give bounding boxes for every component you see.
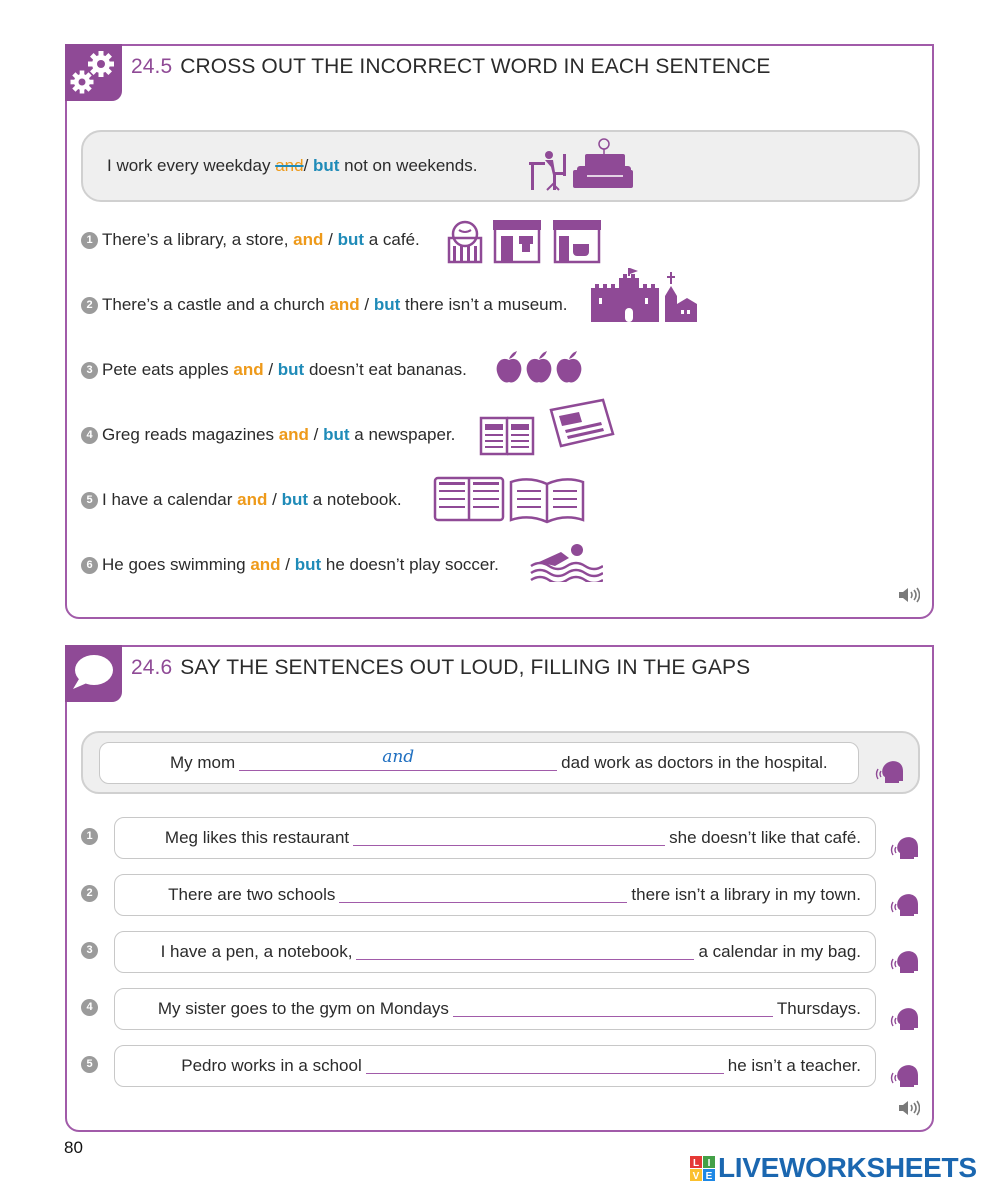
sentence-item-4: 4 Greg reads magazines and / but a newspaper. <box>81 425 455 445</box>
sentence-bubble-4: My sister goes to the gym on Mondays Thursdays. <box>114 988 876 1030</box>
exercise-heading <box>131 656 750 680</box>
calendar-and-notebook-icon <box>433 474 585 524</box>
option-but[interactable]: but <box>281 490 308 509</box>
sentence-bubble-1: Meg likes this restaurant she doesn’t like that café. <box>114 817 876 859</box>
item-number-badge: 6 <box>81 557 98 574</box>
exercise-number: 24.6 <box>131 656 173 679</box>
gears-icon <box>65 44 122 101</box>
exercise-heading <box>131 55 771 79</box>
example-answer-gap <box>239 747 557 771</box>
item-number-badge: 4 <box>81 427 98 444</box>
sentence-item-1: 1 There’s a library, a store, and / but a café. <box>81 230 420 250</box>
example-answer: and <box>382 747 415 767</box>
sentence-item-3: 3 Pete eats apples and / but doesn’t eat bananas. <box>81 360 467 380</box>
crossed-out-word: and <box>275 156 304 175</box>
answer-gap[interactable] <box>356 946 694 960</box>
item-number-badge: 1 <box>81 828 98 845</box>
castle-and-church-icon <box>589 268 699 322</box>
option-but[interactable]: but <box>294 555 322 574</box>
swimmer-icon <box>529 540 603 582</box>
page-number: 80 <box>64 1138 83 1157</box>
sentence-item-5: 5 I have a calendar and / but a notebook. <box>81 490 402 510</box>
speaking-head-icon <box>875 759 905 785</box>
speaking-head-icon <box>890 892 920 918</box>
sentence-bubble-3: I have a pen, a notebook, a calendar in my bag. <box>114 931 876 973</box>
svg-text:I: I <box>707 1158 711 1169</box>
answer-gap[interactable] <box>366 1060 724 1074</box>
option-and[interactable]: and <box>293 230 324 249</box>
item-number-badge: 3 <box>81 942 98 959</box>
brand-name: LIVEWORKSHEETS <box>718 1152 977 1183</box>
speaking-head-icon <box>890 835 920 861</box>
exercise-title: SAY THE SENTENCES OUT LOUD, FILLING IN THE GAPS <box>180 656 751 679</box>
option-and[interactable]: and <box>250 555 281 574</box>
exercise-title: CROSS OUT THE INCORRECT WORD IN EACH SENTENCE <box>180 55 771 78</box>
option-and[interactable]: and <box>233 360 264 379</box>
library-store-cafe-icon <box>445 216 601 264</box>
exercise-24-6-panel <box>65 645 934 1132</box>
item-number-badge: 5 <box>81 492 98 509</box>
magazine-and-newspaper-icon <box>477 398 617 460</box>
option-and[interactable]: and <box>278 425 309 444</box>
speech-bubble-icon <box>65 645 122 702</box>
example-speech-bubble: My mom and dad work as doctors in the hospital. <box>99 742 859 784</box>
exercise-number: 24.5 <box>131 55 173 78</box>
item-number-badge: 5 <box>81 1056 98 1073</box>
sentence-bubble-5: Pedro works in a school he isn’t a teacher. <box>114 1045 876 1087</box>
answer-gap[interactable] <box>339 889 627 903</box>
audio-speaker-icon[interactable] <box>898 1099 920 1117</box>
item-number-badge: 2 <box>81 885 98 902</box>
option-but[interactable]: but <box>337 230 365 249</box>
svg-text:L: L <box>692 1158 700 1169</box>
option-and[interactable]: and <box>329 295 360 314</box>
svg-text:E: E <box>705 1171 713 1182</box>
sentence-bubble-2: There are two schools there isn’t a library in my town. <box>114 874 876 916</box>
exercise-24-5-panel <box>65 44 934 619</box>
audio-speaker-icon[interactable] <box>898 586 920 604</box>
speaking-head-icon <box>890 1063 920 1089</box>
answer-gap[interactable] <box>453 1003 773 1017</box>
live-blocks-icon <box>690 1156 716 1182</box>
correct-word: but <box>313 156 340 175</box>
example-sentence: I work every weekday and/ but not on weekends. <box>107 156 478 175</box>
item-number-badge: 2 <box>81 297 98 314</box>
speaking-head-icon <box>890 1006 920 1032</box>
example-sentence-box <box>81 130 920 202</box>
svg-text:V: V <box>692 1171 700 1182</box>
apples-icon <box>495 350 585 386</box>
option-and[interactable]: and <box>237 490 268 509</box>
desk-and-sofa-icon <box>527 138 633 194</box>
example-sentence-box <box>81 731 920 794</box>
sentence-item-6: 6 He goes swimming and / but he doesn’t play soccer. <box>81 555 499 575</box>
item-number-badge: 1 <box>81 232 98 249</box>
option-but[interactable]: but <box>323 425 350 444</box>
answer-gap[interactable] <box>353 832 665 846</box>
option-but[interactable]: but <box>277 360 305 379</box>
item-number-badge: 3 <box>81 362 98 379</box>
speaking-head-icon <box>890 949 920 975</box>
sentence-item-2: 2 There’s a castle and a church and / but there isn’t a museum. <box>81 295 568 315</box>
item-number-badge: 4 <box>81 999 98 1016</box>
option-but[interactable]: but <box>373 295 401 314</box>
